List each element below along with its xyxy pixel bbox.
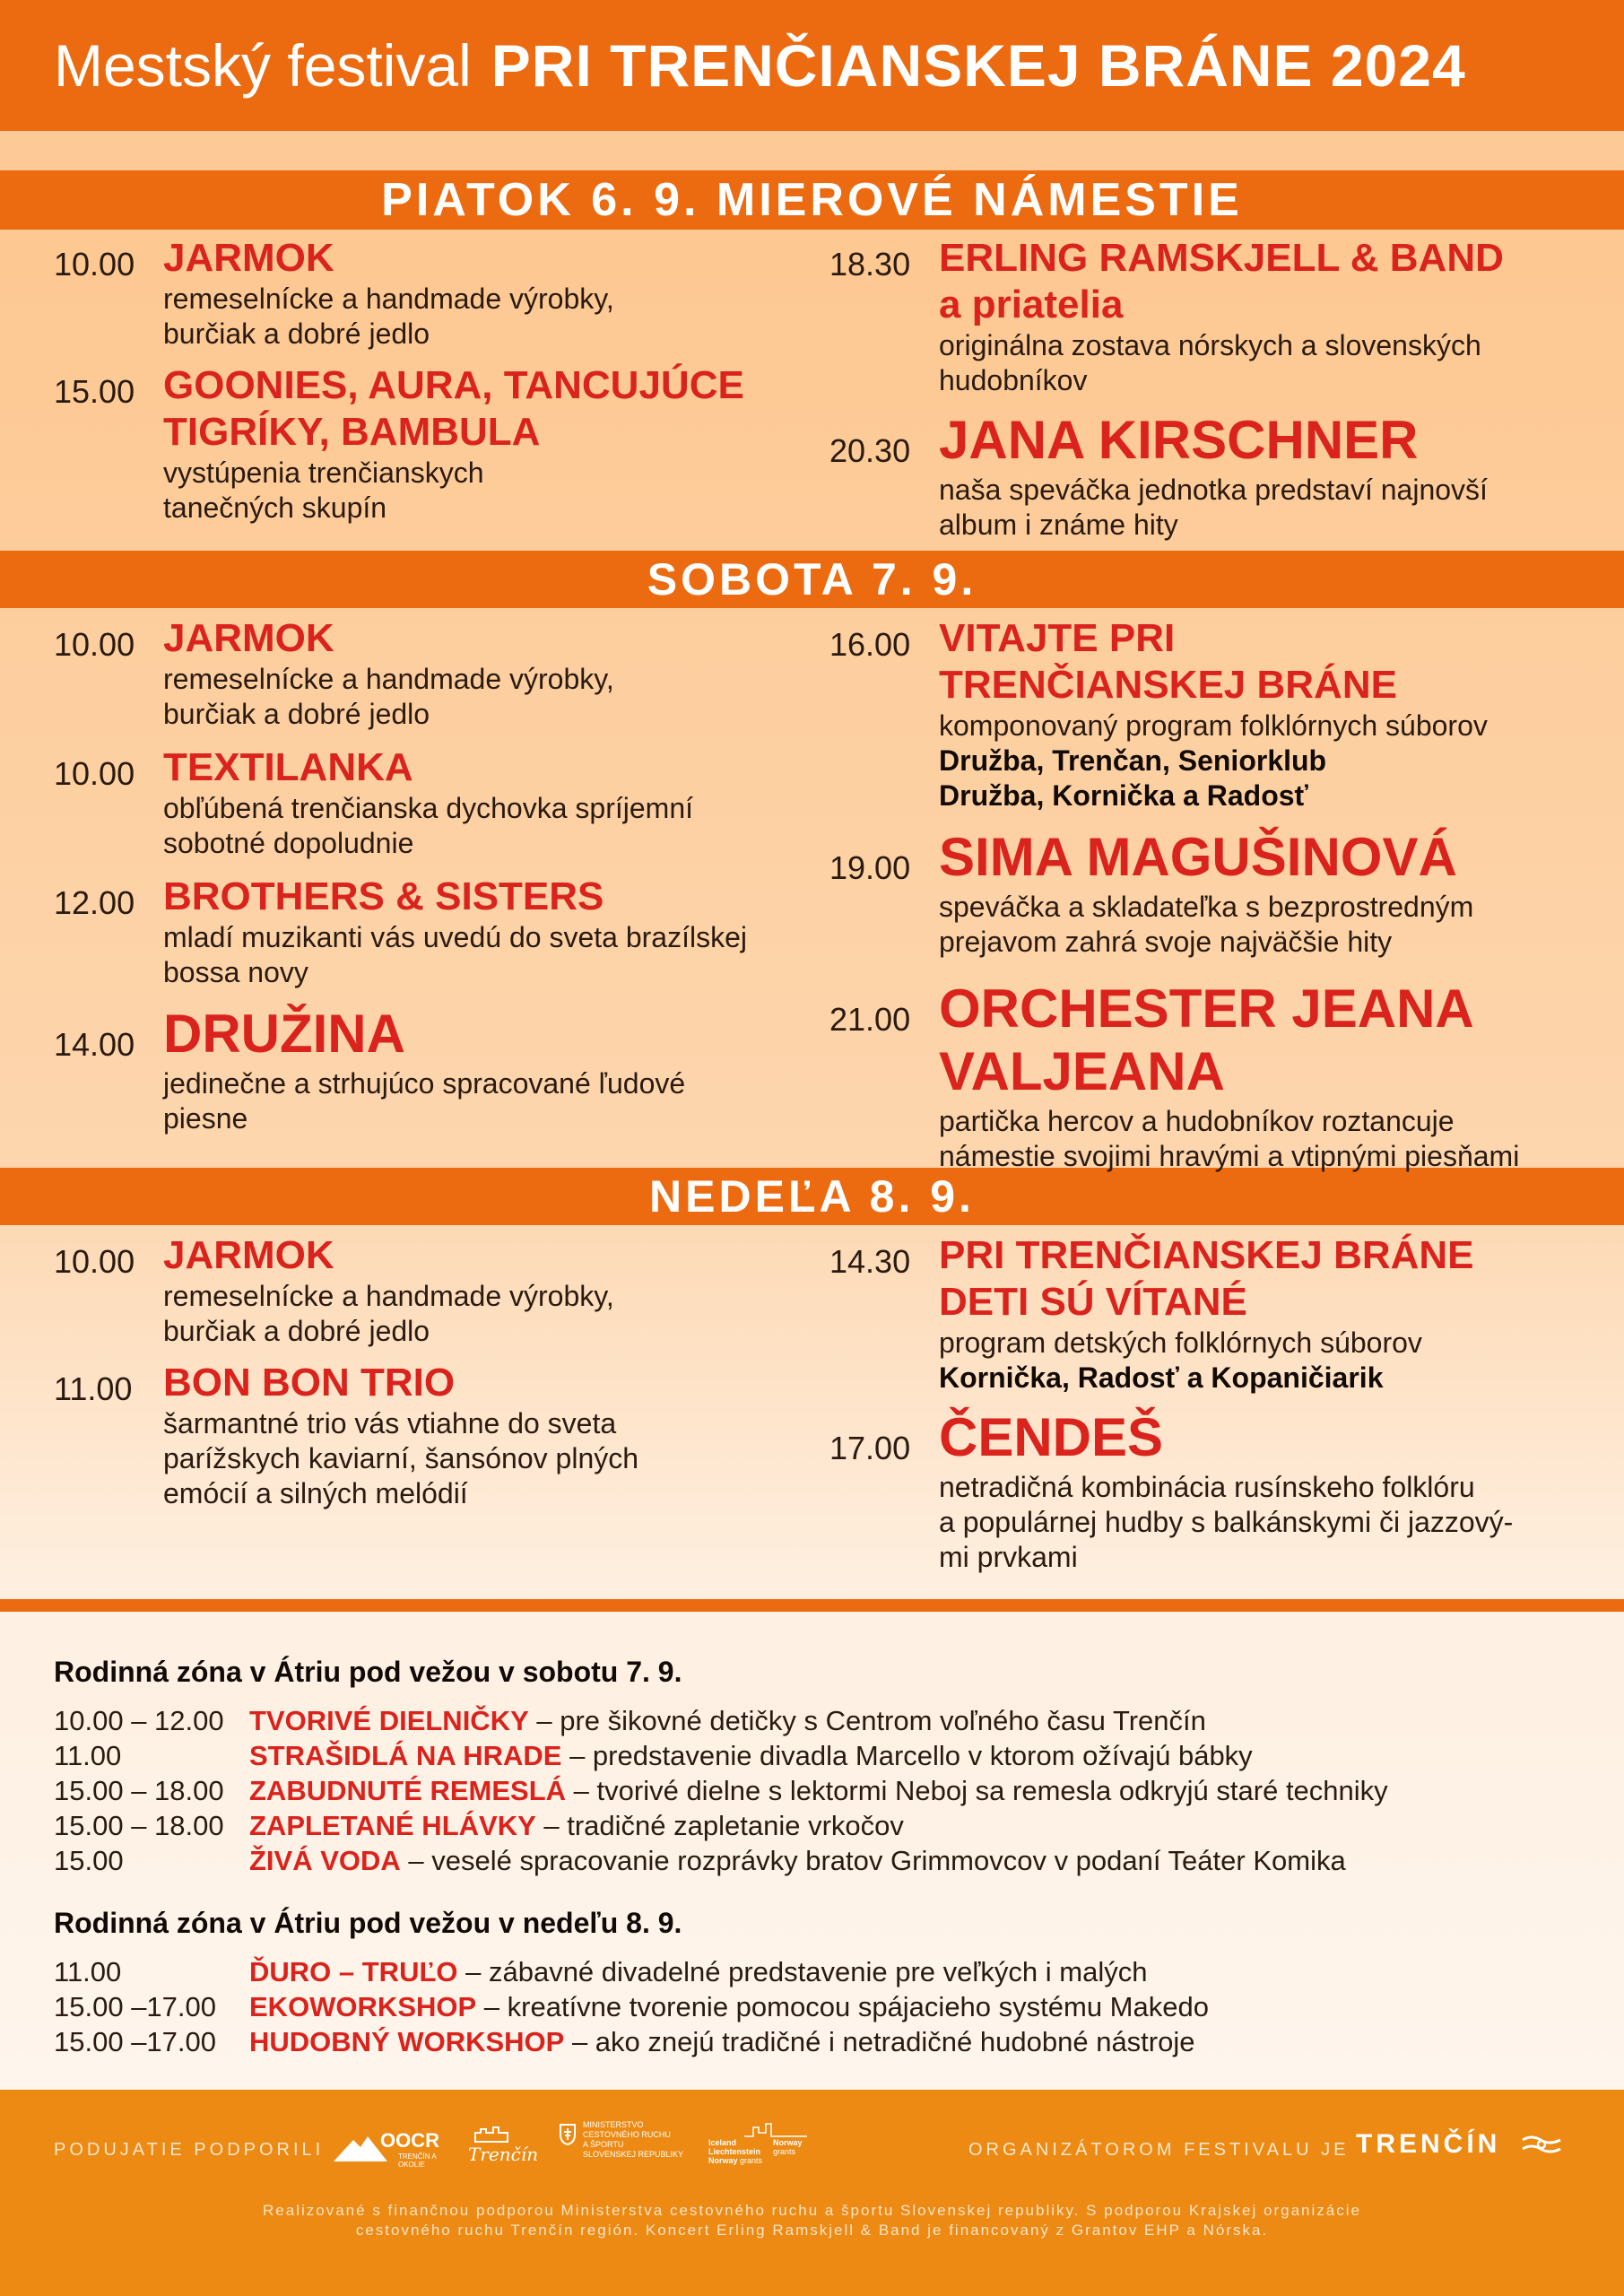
eea-grants-logo [708,2122,816,2176]
program-time: 10.00 [54,754,135,792]
family-zone-description: – veselé spracovanie rozprávky bratov Grimmovcov v podaní Teáter Komika [400,1845,1346,1876]
family-zone-description: – tradičné zapletanie vrkočov [535,1810,904,1841]
program-description: šarmantné trio vás vtiahne do sveta [163,1406,617,1439]
program-body [939,1406,1574,1575]
family-zone-description: – tvorivé dielne s lektormi Neboj sa remesla odkryjú staré techniky [566,1775,1388,1806]
family-zone-time: 11.00 [54,1740,122,1771]
ocr-logo [334,2127,441,2172]
program-title: ORCHESTER JEANA [939,978,1474,1039]
grants-word: grants [740,2156,763,2165]
program-time: 15.00 [54,372,135,410]
program-column-right [829,615,1574,1192]
program-time: 12.00 [54,883,135,921]
program-time: 20.30 [829,431,911,469]
funding-note-line: cestovného ruchu Trenčín región. Koncert Erling Ramskjell & Band je financovaný z Grantov EHP a Nórska. [355,2222,1269,2239]
ministry-line: MINISTERSTVO [583,2120,644,2129]
family-zone-text [249,1954,1147,1989]
program-item [54,615,807,732]
program-description: parížskych kaviarní, šansónov plných [163,1441,639,1474]
program-title: JARMOK [163,236,334,280]
grants-line [708,2156,762,2165]
program-title: a priatelia [939,282,1124,326]
family-zone-text [249,1738,1253,1773]
family-zone-list [54,1954,1578,2059]
grants-line: Iceland [708,2138,737,2147]
program-description: mladí muzikanti vás uvedú do sveta brazílskej [163,920,747,953]
program-title: DRUŽINA [163,1003,405,1064]
ministry-line: A ŠPORTU [583,2140,624,2149]
program-title: TRENČIANSKEJ BRÁNE [939,662,1397,707]
program-title: GOONIES, AURA, TANCUJÚCE [163,362,744,407]
trencin-city-logo [468,2126,539,2170]
program-column-right [829,1232,1574,1591]
skyline-icon [744,2122,807,2138]
castle-icon [473,2126,509,2144]
program-column-left [54,235,807,536]
day-heading-saturday: SOBOTA 7. 9. [0,551,1624,608]
family-zone-item [54,1954,1578,1989]
program-time: 17.00 [829,1429,911,1466]
family-zone-item [54,1703,1578,1738]
family-zone-item [54,1738,1578,1773]
family-zone-description: – pre šikovné detičky s Centrom voľného času Trenčín [528,1705,1206,1736]
program-body [939,409,1574,543]
program-time: 18.30 [829,246,911,283]
city-logo-text: Trenčín [468,2144,539,2165]
program-description: remeselnícke a handmade výrobky, [163,662,614,695]
program-time: 14.30 [829,1243,911,1280]
program-description: obľúbená trenčianska dychovka spríjemní [163,791,693,824]
family-zone-time: 11.00 [54,1956,122,1987]
program-title: TEXTILANKA [163,744,413,789]
program-description: bossa novy [163,955,308,988]
ensemble-names: Družba, Kornička a Radosť [939,778,1308,812]
day-heading-friday: PIATOK 6. 9. MIEROVÉ NÁMESTIE [0,170,1624,230]
program-friday [0,235,1624,549]
program-body [163,615,807,732]
family-zone-time: 15.00 –17.00 [54,1991,217,2022]
organizer-logo [1356,2129,1562,2160]
family-zone-description: – kreatívne tvorenie pomocou spájacieho systému Makedo [476,1991,1209,2022]
program-body [163,1232,807,1349]
family-zone-item [54,1989,1578,2024]
program-description: netradičná kombinácia rusínskeho folklóru [939,1470,1475,1503]
supported-by-label: PODUJATIE PODPORILI [54,2140,325,2160]
program-description: album i známe hity [939,508,1178,541]
program-title: JARMOK [163,616,334,660]
program-title: VITAJTE PRI [939,616,1176,660]
program-body [163,1003,807,1136]
family-zone-activity: ZABUDNUTÉ REMESLÁ [249,1775,567,1806]
footer [0,2090,1624,2296]
program-item [54,1003,807,1136]
program-title: ČENDEŠ [939,1406,1164,1467]
header-title: PRI TRENČIANSKEJ BRÁNE 2024 [491,32,1466,99]
family-zone-text [249,2024,1195,2059]
program-time: 10.00 [54,246,135,283]
grants-line: grants [773,2147,796,2156]
family-zone-activity: EKOWORKSHOP [249,1991,477,2022]
program-item [54,362,807,526]
program-body [939,1232,1574,1396]
family-zone-time: 15.00 – 18.00 [54,1810,224,1841]
family-zone-activity: ŽIVÁ VODA [249,1845,401,1876]
program-description: originálna zostava nórskych a slovenských [939,328,1481,361]
program-description: emócií a silných melódií [163,1476,468,1509]
program-item [829,409,1574,543]
program-description: a populárnej hudby s balkánskymi či jazzový- [939,1505,1514,1538]
grants-country: Norway [708,2156,738,2165]
program-title: TIGRÍKY, BAMBULA [163,409,541,454]
program-description: burčiak a dobré jedlo [163,1314,430,1347]
program-description: partička hercov a hudobníkov roztancuje [939,1105,1455,1138]
program-ensembles [939,778,1574,813]
family-zone-text [249,1843,1346,1878]
grants-line: Liechtenstein [708,2147,761,2156]
program-body [939,235,1574,398]
program-title: ERLING RAMSKJELL & BAND [939,236,1504,280]
program-item [829,978,1574,1175]
program-body [163,362,807,526]
program-title: JANA KIRSCHNER [939,409,1419,470]
program-body [939,615,1574,813]
program-description: remeselnícke a handmade výrobky, [163,282,614,315]
organizer-label: ORGANIZÁTOROM FESTIVALU JE [968,2140,1350,2160]
program-sunday [0,1232,1624,1591]
program-body [163,235,807,352]
grants-line: Norway [773,2138,803,2147]
family-zone-sunday [54,1907,1578,2059]
festival-header [0,0,1624,131]
section-divider [0,1599,1624,1612]
program-item [829,826,1574,960]
coat-of-arms-icon [560,2124,576,2145]
family-zone-text [249,1808,904,1843]
program-description: sobotné dopoludnie [163,826,414,859]
family-zone-text [249,1703,1206,1738]
program-description: mi prvkami [939,1540,1078,1573]
program-body [163,1360,807,1511]
family-zone-heading: Rodinná zóna v Átriu pod vežou v sobotu 7. 9. [54,1656,682,1688]
program-item [829,1232,1574,1396]
header-stripe [0,131,1624,170]
ensemble-names: Družba, Trenčan, Seniorklub [939,744,1327,777]
program-item [54,1360,807,1511]
program-description: vystúpenia trenčianskych [163,456,484,489]
program-title: DETI SÚ VÍTANÉ [939,1279,1247,1324]
family-zone-activity: TVORIVÉ DIELNIČKY [249,1705,529,1736]
family-zone-item [54,1808,1578,1843]
program-description: piesne [163,1101,248,1135]
program-item [829,235,1574,398]
program-time: 14.00 [54,1025,135,1063]
family-zone-item [54,1843,1578,1878]
family-zone-time: 10.00 – 12.00 [54,1705,224,1736]
family-zone-activity: ZAPLETANÉ HLÁVKY [249,1810,536,1841]
program-description: naša speváčka jednotka predstaví najnovší [939,473,1488,506]
program-description: komponovaný program folklórnych súborov [939,709,1488,742]
funding-note-line: Realizované s finančnou podporou Ministerstva cestovného ruchu a športu Slovenskej republiky. S podporou Krajskej organizácie [263,2202,1361,2219]
family-zone-time: 15.00 – 18.00 [54,1775,224,1806]
ministry-line: SLOVENSKEJ REPUBLIKY [583,2150,684,2159]
city-emblem-icon [1521,2133,1562,2156]
mountain-icon [334,2131,387,2167]
ministry-logo [560,2120,685,2174]
family-zone-text [249,1773,1388,1808]
organizer-logo-text: TRENČÍN [1356,2129,1501,2159]
family-zone-activity: HUDOBNÝ WORKSHOP [249,2026,565,2057]
ocr-logo-subtext: TRENČÍN A OKOLIE [398,2152,437,2169]
program-description: remeselnícke a handmade výrobky, [163,1279,614,1312]
program-item [54,235,807,352]
program-column-left [54,615,807,1154]
program-item [54,744,807,861]
program-title: PRI TRENČIANSKEJ BRÁNE [939,1233,1474,1277]
program-description: hudobníkov [939,363,1088,396]
program-title: BROTHERS & SISTERS [163,874,604,918]
family-zone-heading: Rodinná zóna v Átriu pod vežou v nedeľu 8. 9. [54,1907,682,1939]
program-time: 11.00 [54,1370,133,1407]
program-title: BON BON TRIO [163,1360,456,1405]
family-zone-item [54,1773,1578,1808]
program-title: SIMA MAGUŠINOVÁ [939,826,1457,887]
program-body [939,826,1574,960]
ocr-logo-text: OOCR [380,2129,439,2152]
family-zone-time: 15.00 [54,1845,124,1876]
ensemble-names: Kornička, Radosť a Kopaničiarik [939,1361,1384,1394]
program-body [939,978,1574,1175]
program-description: prejavom zahrá svoje najväčšie hity [939,925,1393,958]
program-saturday [0,615,1624,1173]
program-title: VALJEANA [939,1041,1225,1102]
grants-left-text [708,2138,762,2165]
header-prefix: Mestský festival [54,32,472,99]
program-item [54,1232,807,1349]
program-column-right [829,235,1574,559]
program-item [829,1406,1574,1575]
family-zone-description: – ako znejú tradičné i netradičné hudobné nástroje [564,2026,1195,2057]
program-column-left [54,1232,807,1522]
family-zone-saturday [54,1656,1578,1878]
day-heading-sunday: NEDEĽA 8. 9. [0,1168,1624,1225]
family-zone-text [249,1989,1209,2024]
program-time: 10.00 [54,626,135,663]
program-description: speváčka a skladateľka s bezprostredným [939,890,1474,923]
program-description: burčiak a dobré jedlo [163,697,430,730]
program-description: tanečných skupín [163,491,387,524]
grants-right-text [773,2138,803,2156]
program-item [54,874,807,990]
funding-note [0,2201,1624,2240]
program-description: námestie svojimi hravými a vtipnými piesňami [939,1140,1520,1173]
ministry-line: CESTOVNÉHO RUCHU [583,2130,671,2139]
family-zone-description: – zábavné divadelné predstavenie pre veľkých i malých [457,1956,1148,1987]
program-title: JARMOK [163,1233,334,1277]
family-zone-list [54,1703,1578,1878]
program-time: 19.00 [829,848,911,886]
family-zone-activity: STRAŠIDLÁ NA HRADE [249,1740,562,1771]
program-ensembles [939,1361,1574,1396]
family-zone-item [54,2024,1578,2059]
program-body [163,744,807,861]
family-zone-time: 15.00 –17.00 [54,2026,217,2057]
program-time: 16.00 [829,626,911,663]
ministry-logo-text [583,2120,683,2160]
program-time: 21.00 [829,1000,911,1038]
program-body [163,874,807,990]
program-description: program detských folklórnych súborov [939,1326,1422,1359]
program-description: jedinečne a strhujúco spracované ľudové [163,1066,686,1100]
program-item [829,615,1574,813]
program-time: 10.00 [54,1243,135,1280]
family-zone-activity: ĎURO – TRUĽO [249,1956,458,1987]
family-zone-description: – predstavenie divadla Marcello v ktorom ožívajú bábky [561,1740,1253,1771]
program-description: burčiak a dobré jedlo [163,317,430,350]
program-ensembles [939,744,1574,778]
